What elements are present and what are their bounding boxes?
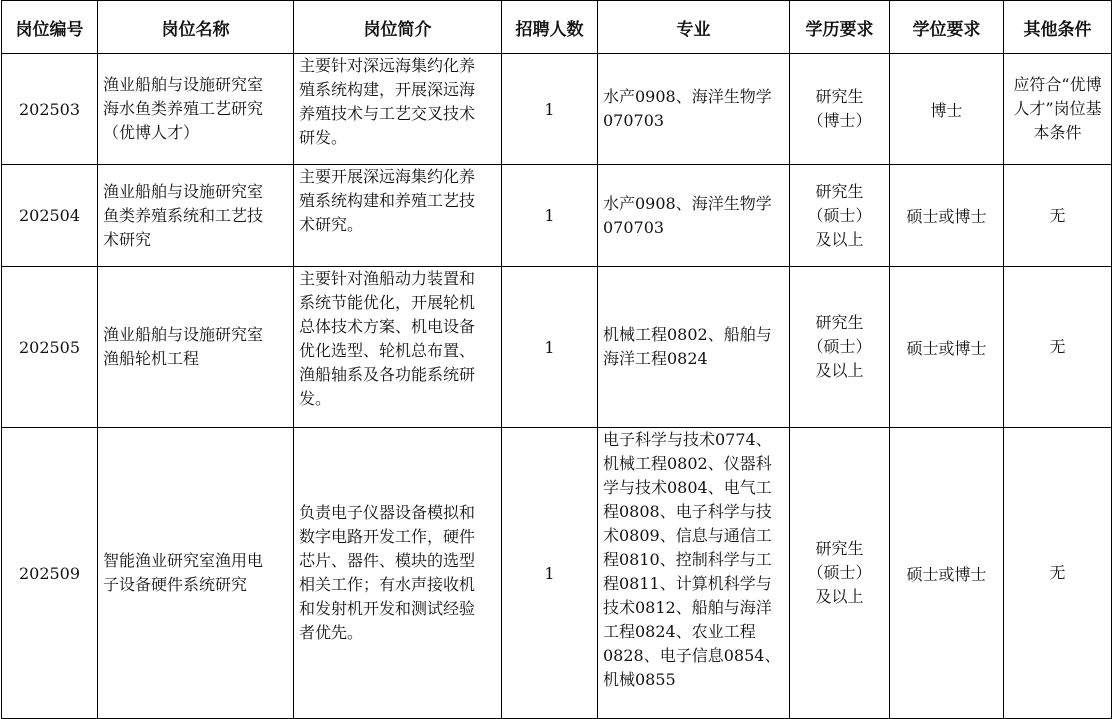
education-line: 及以上: [815, 361, 864, 380]
education-line: 及以上: [815, 229, 864, 249]
major-line: 水产0908、海洋生物学: [603, 87, 772, 106]
post-desc-line: 渔船轴系及各功能系统研: [299, 365, 476, 384]
post-name-cell: [98, 267, 294, 428]
header-post-id: 岗位编号: [2, 1, 98, 54]
major-line: 水产0908、海洋生物学: [603, 193, 772, 213]
education-line: （博士）: [807, 111, 872, 130]
post-desc-line: 殖系统构建，开展深远海: [299, 80, 476, 99]
major-cell: [598, 165, 790, 267]
major-line: 工程0824、农业工程: [603, 622, 756, 641]
other-line: 无: [1049, 205, 1066, 225]
post-desc-line: 负责电子仪器设备模拟和: [299, 503, 476, 522]
education-cell: [790, 54, 890, 165]
headcount-cell: 1: [502, 165, 598, 267]
post-desc-cell: [294, 428, 502, 719]
major-line: 学与技术0804、电气工: [603, 478, 772, 497]
post-id-cell: 202504: [2, 165, 98, 267]
education-line: （硕士）: [807, 337, 872, 356]
other-line: 无: [1049, 563, 1066, 582]
major-line: 0828、电子信息0854、: [603, 646, 781, 665]
header-row: [2, 1, 1112, 54]
other-cell: [1004, 428, 1112, 719]
post-name-line: 鱼类养殖系统和工艺技: [103, 205, 264, 225]
major-line: 070703: [603, 111, 665, 130]
education-cell: [790, 165, 890, 267]
education-line: 研究生: [815, 181, 864, 201]
post-desc-line: 主要开展深远海集约化养: [299, 167, 476, 186]
post-desc-line: 芯片、器件、模块的选型: [299, 551, 476, 570]
other-line: 无: [1049, 337, 1066, 356]
post-desc-line: 数字电路开发工作，硬件: [299, 527, 476, 546]
major-line: 机械工程0802、仪器科: [603, 454, 772, 473]
degree-cell: 博士: [890, 54, 1004, 165]
degree-cell: 硕士或博士: [890, 267, 1004, 428]
major-line: 技术0812、船舶与海洋: [603, 598, 772, 617]
headcount-cell: 1: [502, 428, 598, 719]
major-line: 电子科学与技术0774、: [603, 430, 772, 449]
major-line: 程0811、计算机科学与: [603, 574, 772, 593]
header-other: 其他条件: [1004, 1, 1112, 54]
education-line: 研究生: [815, 539, 864, 558]
education-cell: [790, 267, 890, 428]
post-desc-line: 发。: [299, 389, 332, 408]
major-line: 程0808、电子科学与技: [603, 502, 772, 521]
post-desc-line: 优化选型、轮机总布置、: [299, 341, 476, 360]
header-education: 学历要求: [790, 1, 890, 54]
post-desc-line: 系统节能优化，开展轮机: [299, 293, 476, 312]
major-line: 程0810、控制科学与工: [603, 550, 772, 569]
education-cell: [790, 428, 890, 719]
other-cell: [1004, 165, 1112, 267]
post-desc-line: 和发射机开发和测试经验: [299, 599, 476, 618]
education-line: 及以上: [815, 587, 864, 606]
headcount-cell: 1: [502, 54, 598, 165]
header-degree: 学位要求: [890, 1, 1004, 54]
other-line: 人才”岗位基: [1013, 99, 1102, 118]
post-id-cell: 202503: [2, 54, 98, 165]
header-major: 专业: [598, 1, 790, 54]
education-line: （硕士）: [807, 563, 872, 582]
post-name-line: （优博人才）: [103, 123, 200, 142]
table-row: [2, 428, 1112, 719]
education-line: 研究生: [815, 87, 864, 106]
post-name-line: 智能渔业研究室渔用电: [103, 551, 264, 570]
header-post-name: 岗位名称: [98, 1, 294, 54]
post-name-line: 渔船轮机工程: [103, 349, 200, 368]
table-row: [2, 165, 1112, 267]
post-desc-line: 养殖技术与工艺交叉技术: [299, 104, 476, 123]
major-line: 术0809、信息与通信工: [603, 526, 772, 545]
post-id-cell: 202505: [2, 267, 98, 428]
post-desc-line: 主要针对深远海集约化养: [299, 56, 476, 75]
education-line: 研究生: [815, 313, 864, 332]
post-name-line: 渔业船舶与设施研究室: [103, 325, 264, 344]
post-desc-line: 总体技术方案、机电设备: [299, 317, 476, 336]
header-post-desc: 岗位简介: [294, 1, 502, 54]
major-line: 机械0855: [603, 670, 676, 689]
degree-cell: 硕士或博士: [890, 428, 1004, 719]
job-posting-table: [1, 0, 1112, 719]
table-row: [2, 267, 1112, 428]
post-name-line: 海水鱼类养殖工艺研究: [103, 99, 264, 118]
post-name-cell: [98, 54, 294, 165]
post-desc-line: 研发。: [299, 128, 348, 147]
major-line: 海洋工程0824: [603, 349, 708, 368]
post-id-cell: 202509: [2, 428, 98, 719]
education-line: （硕士）: [807, 205, 872, 225]
major-cell: [598, 428, 790, 719]
major-line: 070703: [603, 217, 665, 237]
post-desc-cell: [294, 54, 502, 165]
major-cell: [598, 54, 790, 165]
post-desc-cell: [294, 267, 502, 428]
other-line: 本条件: [1033, 123, 1082, 142]
major-cell: [598, 267, 790, 428]
post-desc-line: 相关工作；有水声接收机: [299, 575, 476, 594]
other-line: 应符合“优博: [1013, 75, 1102, 94]
post-name-line: 渔业船舶与设施研究室: [103, 75, 264, 94]
post-name-cell: [98, 428, 294, 719]
post-name-cell: [98, 165, 294, 267]
table-row: [2, 54, 1112, 165]
post-desc-cell: [294, 165, 502, 267]
degree-cell: 硕士或博士: [890, 165, 1004, 267]
post-desc-line: 主要针对渔船动力装置和: [299, 269, 476, 288]
other-cell: [1004, 54, 1112, 165]
other-cell: [1004, 267, 1112, 428]
major-line: 机械工程0802、船舶与: [603, 325, 772, 344]
post-name-line: 术研究: [103, 229, 152, 249]
header-headcount: 招聘人数: [502, 1, 598, 54]
post-desc-line: 殖系统构建和养殖工艺技: [299, 191, 476, 210]
post-desc-line: 术研究。: [299, 215, 364, 234]
post-name-line: 子设备硬件系统研究: [103, 575, 248, 594]
headcount-cell: 1: [502, 267, 598, 428]
post-desc-line: 者优先。: [299, 623, 364, 642]
post-name-line: 渔业船舶与设施研究室: [103, 181, 264, 201]
